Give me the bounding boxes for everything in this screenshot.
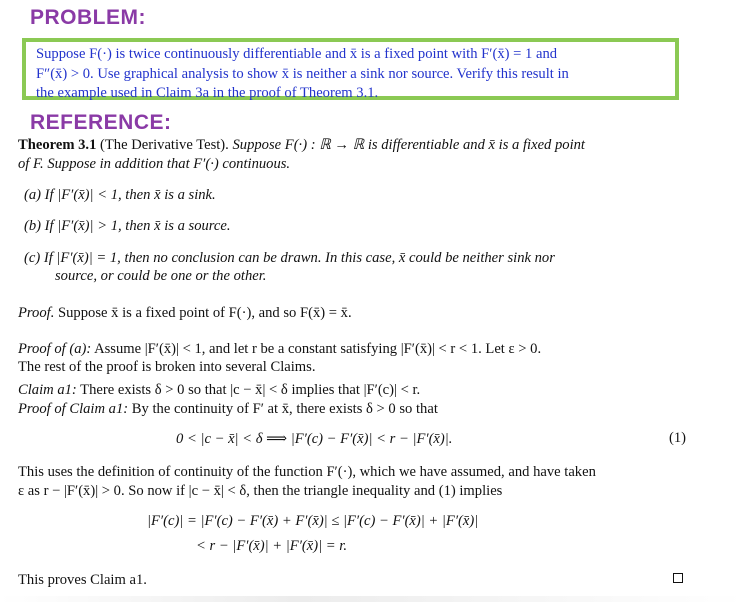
proof-text: Suppose x̄ is a fixed point of F(·), and so F(x̄) = x̄. [58, 305, 352, 321]
theorem-item-c-cont: source, or could be one or the other. [55, 268, 267, 284]
theorem-item-a: (a) If |F′(x̄)| < 1, then x̄ is a sink. [24, 187, 216, 203]
equation-2-line-2: < r − |F′(x̄)| + |F′(x̄)| = r. [196, 538, 347, 554]
continuity-line-1: This uses the definition of continuity of the function F′(·), which we have assumed, and have taken [18, 464, 596, 480]
proof-a-label: Proof of (a): [18, 341, 92, 357]
theorem-name: (The Derivative Test). [100, 137, 229, 153]
equation-2-line-1: |F′(c)| = |F′(c) − F′(x̄) + F′(x̄)| ≤ |F′(c) − F′(x̄)| + |F′(x̄)| [147, 513, 479, 529]
problem-heading: PROBLEM: [30, 6, 146, 29]
reference-heading: REFERENCE: [30, 111, 172, 134]
equation-1-number: (1) [668, 430, 686, 446]
problem-line: the example used in Claim 3a in the proof of Theorem 3.1. [36, 85, 379, 101]
theorem-text: Suppose F(·) : ℝ → ℝ is differentiable and x̄ is a fixed point [232, 137, 585, 153]
proof-claim-a1 [18, 400, 438, 418]
proof-a [18, 340, 541, 358]
equation-1: 0 < |c − x̄| < δ ⟹ |F′(c) − F′(x̄)| < r − |F′(x̄)|. [176, 431, 453, 447]
claim-a1-label: Claim a1: [18, 382, 77, 398]
theorem-item-c: (c) If |F′(x̄)| = 1, then no conclusion can be drawn. In this case, x̄ could be neither sink nor [24, 250, 555, 266]
proof-a-line2: The rest of the proof is broken into several Claims. [18, 359, 316, 375]
proof-claim-label: Proof of Claim a1: [18, 401, 129, 417]
proof-claim-text: By the continuity of F′ at x̄, there exists δ > 0 so that [131, 401, 438, 417]
proof-intro [18, 304, 352, 322]
theorem-text-2: of F. Suppose in addition that F′(·) continuous. [18, 156, 291, 172]
claim-a1 [18, 381, 420, 399]
closing-line: This proves Claim a1. [18, 572, 147, 588]
problem-line: F″(x̄) > 0. Use graphical analysis to show x̄ is neither a sink nor source. Verify this result in [36, 65, 569, 82]
theorem-statement [18, 136, 585, 154]
problem-box [22, 38, 679, 100]
proof-label: Proof. [18, 305, 55, 321]
theorem-item-b: (b) If |F′(x̄)| > 1, then x̄ is a source. [24, 218, 231, 234]
qed-square-icon [673, 573, 683, 583]
claim-a1-text: There exists δ > 0 so that |c − x̄| < δ implies that |F′(c)| < r. [80, 382, 421, 398]
proof-a-text: Assume |F′(x̄)| < 1, and let r be a constant satisfying |F′(x̄)| < r < 1. Let ε > 0. [94, 341, 542, 357]
problem-line: Suppose F(·) is twice continuously differentiable and x̄ is a fixed point with F′(x̄) = 1 and [36, 46, 558, 62]
theorem-label: Theorem 3.1 [18, 137, 97, 153]
continuity-line-2: ε as r − |F′(x̄)| > 0. So now if |c − x̄| < δ, then the triangle inequality and (1) implies [18, 483, 503, 499]
page-fade [0, 596, 744, 602]
